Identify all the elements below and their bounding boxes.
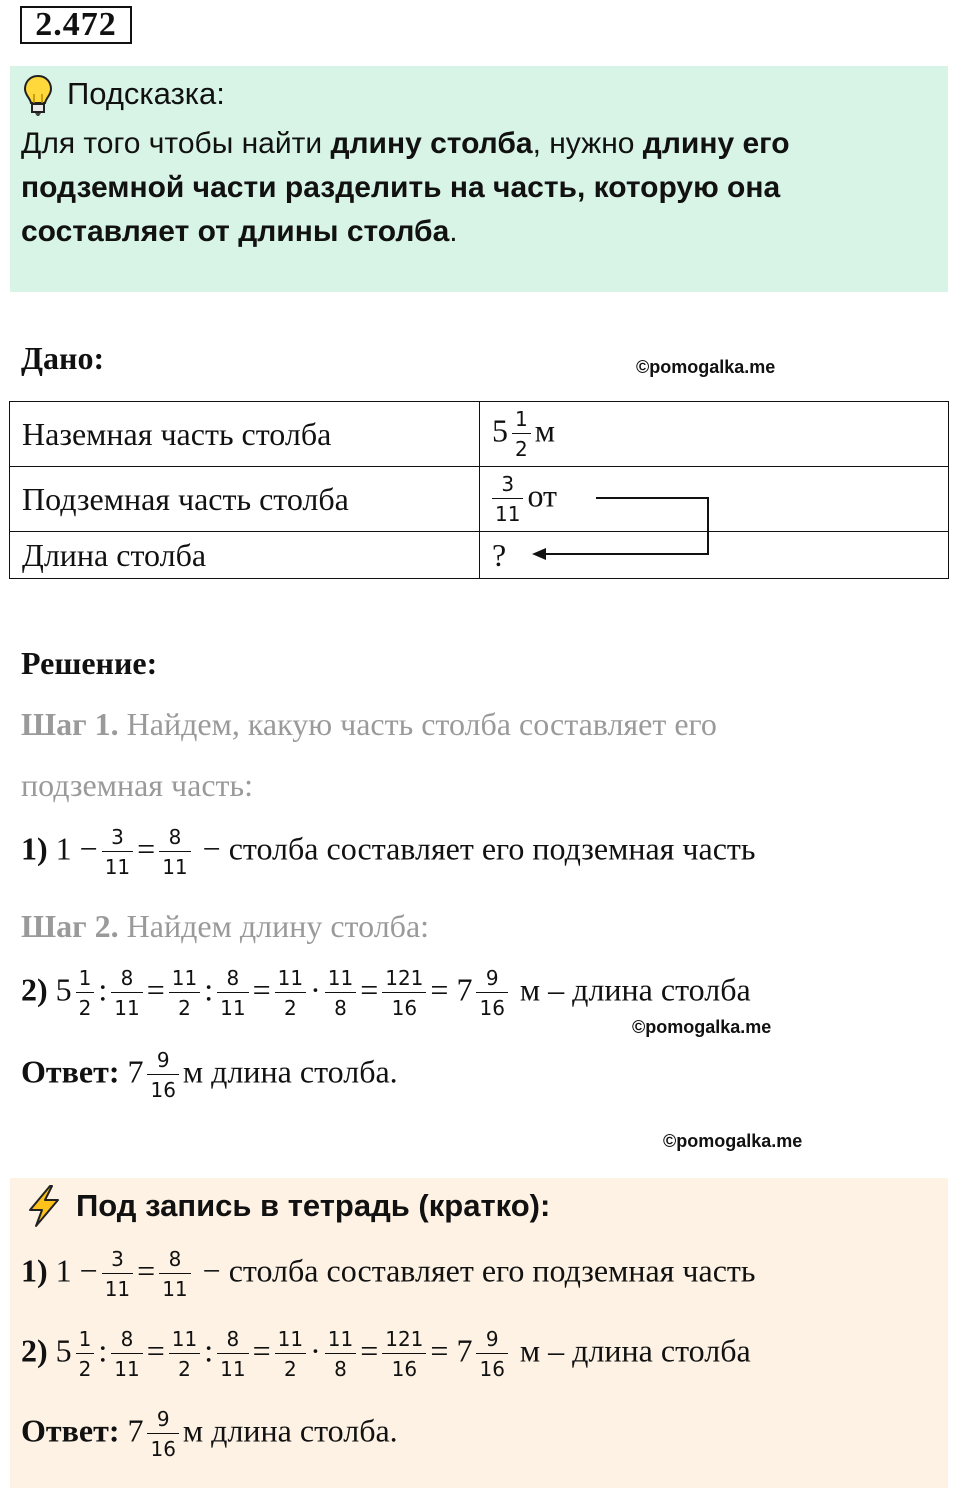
table-row bbox=[10, 467, 949, 532]
given-title: Дано: bbox=[21, 340, 105, 376]
given-table bbox=[9, 401, 949, 579]
watermark: ©pomogalka.me bbox=[663, 1131, 803, 1151]
solution-title: Решение: bbox=[21, 645, 158, 681]
given-value: 5 $\frac{1}{2}$ м bbox=[480, 402, 949, 467]
given-value: $\frac{3}{11}$ от bbox=[480, 467, 949, 532]
notes-title: Под запись в тетрадь (кратко): bbox=[76, 1188, 551, 1223]
notes-line-1: 1) 1 − $\frac{3}{11}$ = $\frac{8}{11}$ − столба составляет его подземная часть bbox=[21, 1247, 756, 1301]
task-number: 2.472 bbox=[20, 6, 132, 44]
step-2: Шаг 2. Найдем длину столба: bbox=[21, 908, 430, 944]
step-1: Шаг 1. Найдем, какую часть столба составляет его bbox=[21, 706, 717, 742]
given-value: ? bbox=[480, 532, 949, 579]
lightning-icon bbox=[24, 1184, 64, 1228]
fraction: $\frac{1}{2}$ bbox=[512, 408, 531, 460]
given-label: Подземная часть столба bbox=[10, 467, 480, 532]
arrow-icon bbox=[520, 490, 720, 570]
hint-title: Подсказка: bbox=[67, 76, 225, 111]
step-1-cont: подземная часть: bbox=[21, 767, 253, 803]
notes-answer: Ответ: 7 $\frac{9}{16}$ м длина столба. bbox=[21, 1407, 398, 1461]
given-label: Наземная часть столба bbox=[10, 402, 480, 467]
table-row bbox=[10, 402, 949, 467]
lightbulb-icon bbox=[23, 74, 53, 118]
hint-box bbox=[10, 66, 948, 292]
answer-line: Ответ: 7 $\frac{9}{16}$ м длина столба. bbox=[21, 1048, 398, 1102]
hint-text: Для того чтобы найти длину столба, нужно длину его подземной части разделить на часть, которую она составляет от длины столба. bbox=[21, 127, 790, 248]
solution-line-2: 2) 5 $\frac{1}{2}$ : $\frac{8}{11}$ = $\frac{11}{2}$ : $\frac{8}{11}$ = $\frac{11}{2}$ · $\frac{11}{8}$ = $\frac{121}{16}$ = 7 $\frac{9}{16}$ м – длина столба bbox=[21, 966, 751, 1020]
table-row bbox=[10, 532, 949, 579]
notes-box bbox=[10, 1178, 948, 1488]
watermark: ©pomogalka.me bbox=[636, 357, 776, 377]
given-label: Длина столба bbox=[10, 532, 480, 579]
notes-line-2: 2) 5 $\frac{1}{2}$ : $\frac{8}{11}$ = $\frac{11}{2}$ : $\frac{8}{11}$ = $\frac{11}{2}$ · $\frac{11}{8}$ = $\frac{121}{16}$ = 7 $\frac{9}{16}$ м – длина столба bbox=[21, 1327, 751, 1381]
solution-line-1: 1) 1 − $\frac{3}{11}$ = $\frac{8}{11}$ − столба составляет его подземная часть bbox=[21, 825, 756, 879]
watermark: ©pomogalka.me bbox=[632, 1017, 772, 1037]
fraction: $\frac{3}{11}$ bbox=[492, 473, 523, 525]
